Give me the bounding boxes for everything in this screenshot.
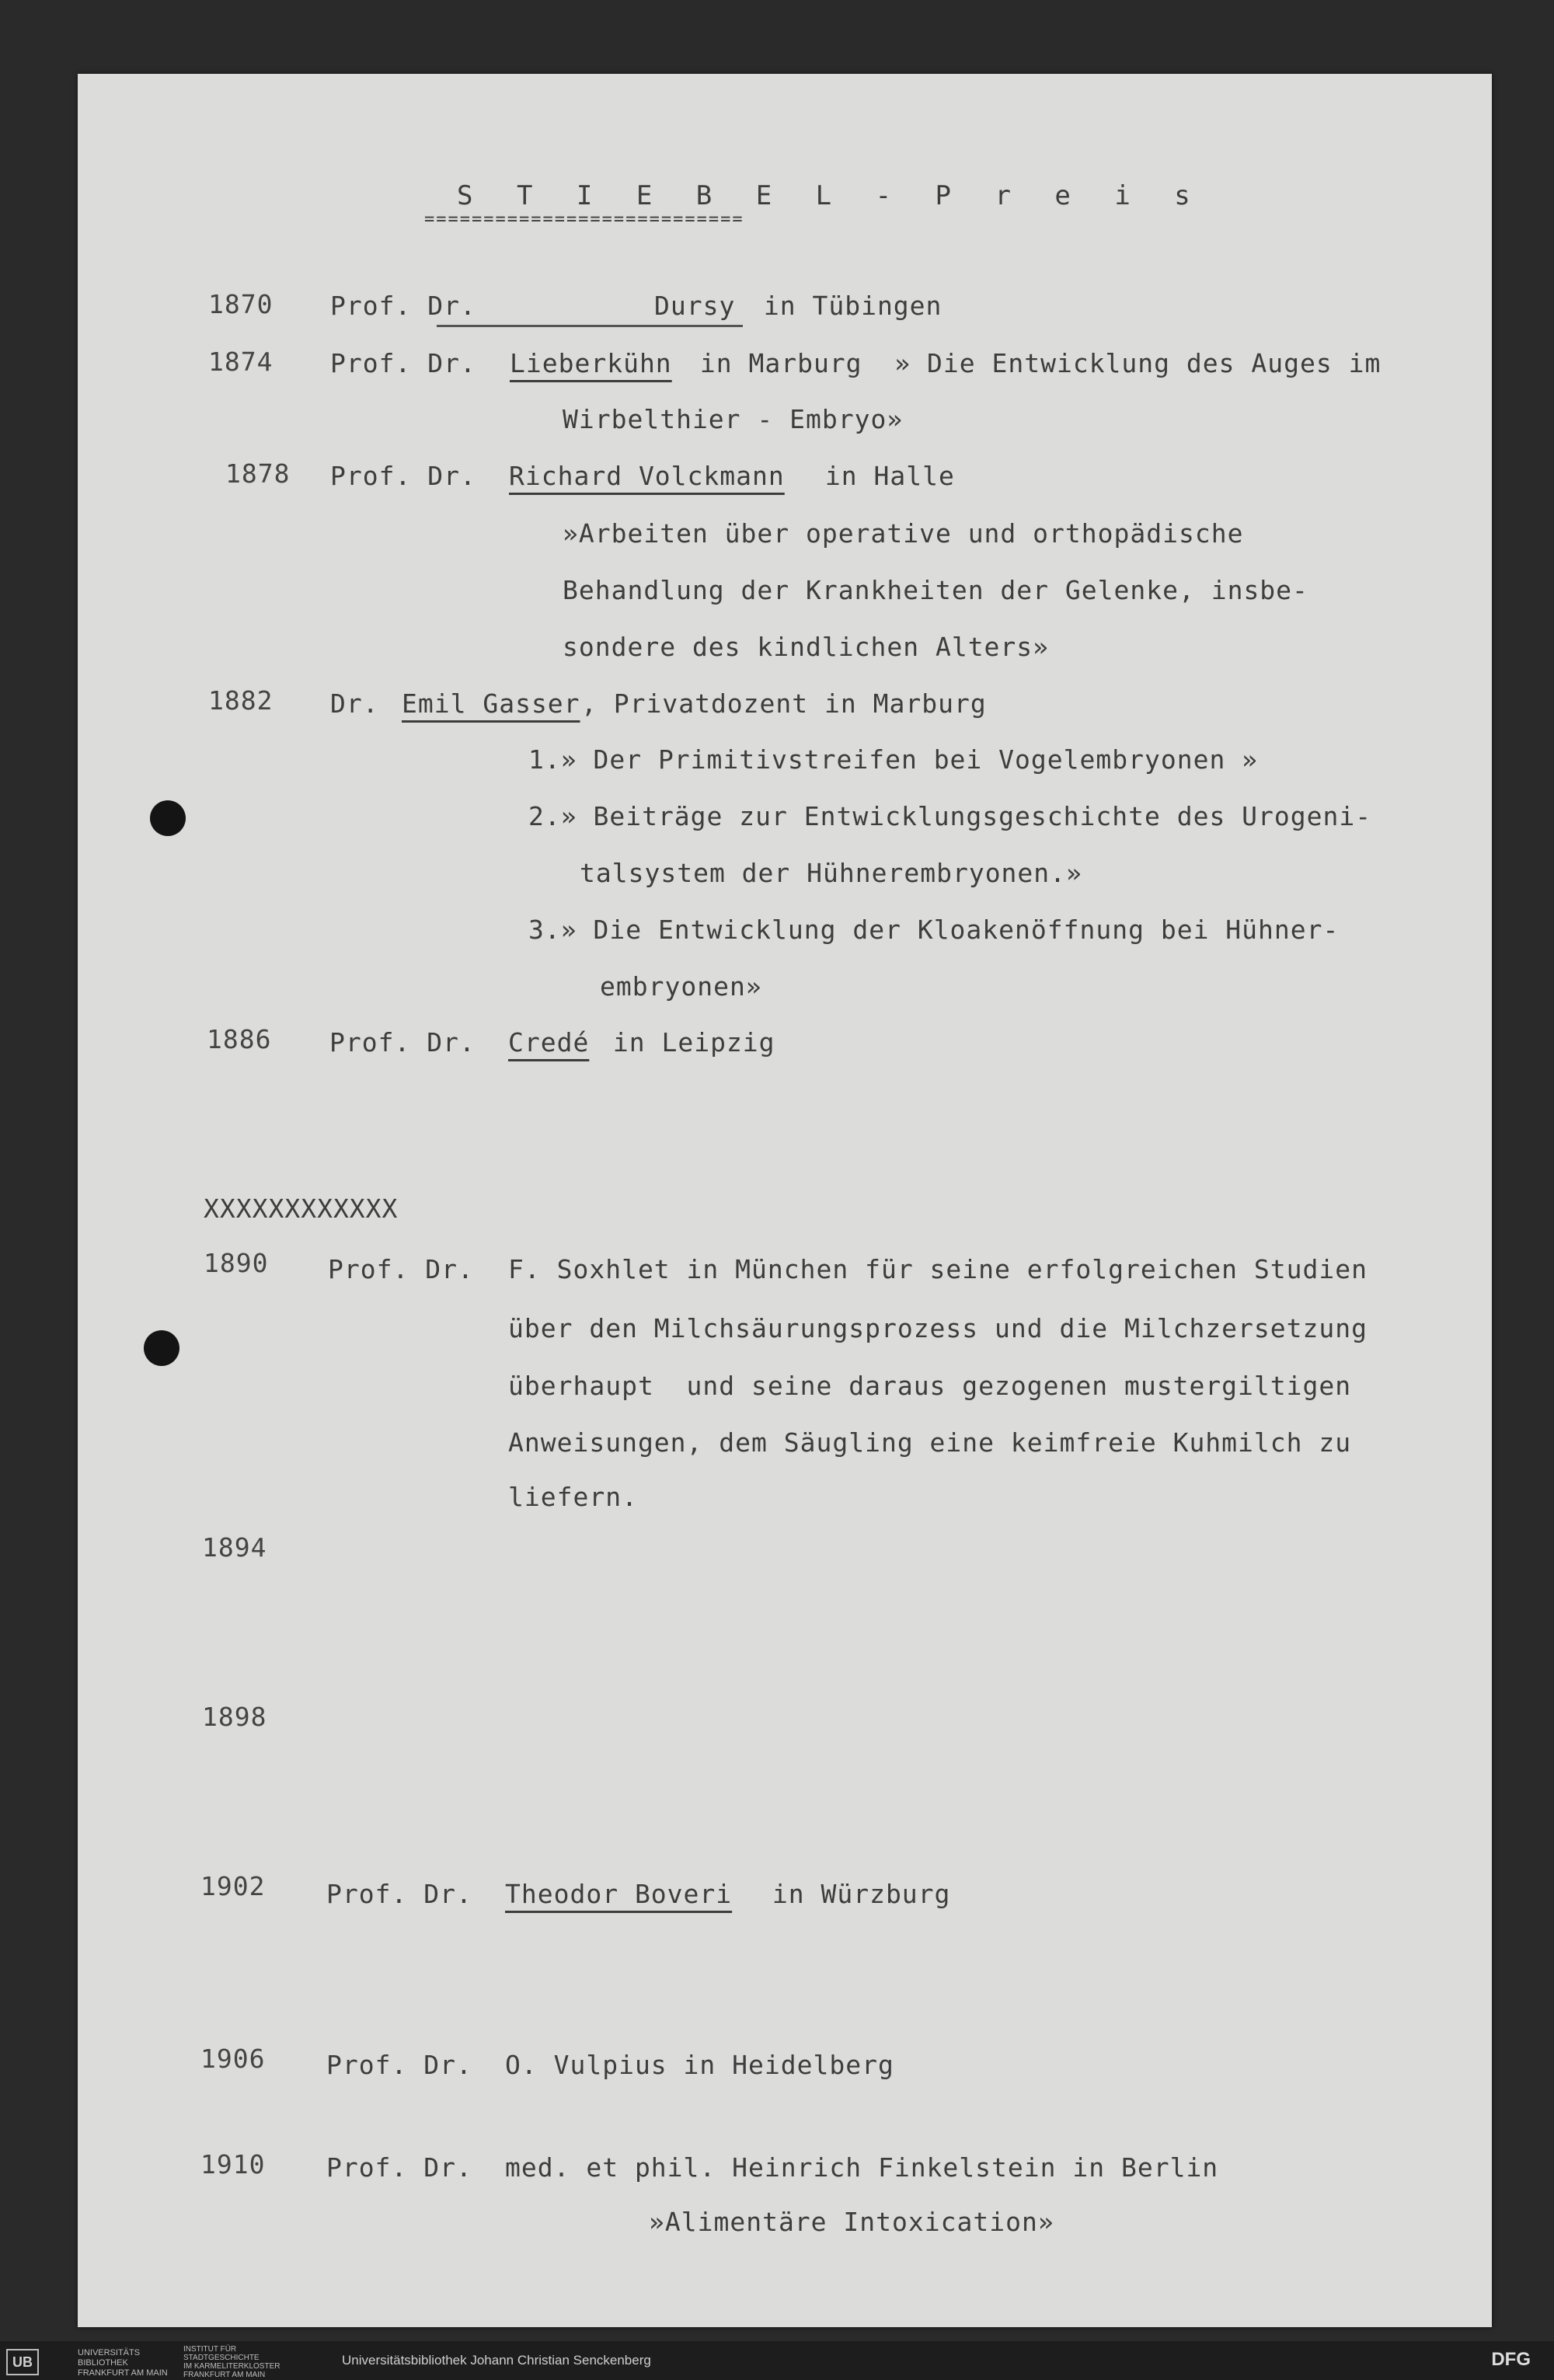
entry-text: in Leipzig (597, 1027, 775, 1058)
underline (437, 325, 743, 327)
entry-prefix: Dr. (330, 688, 379, 719)
entry-text: in Würzburg (756, 1879, 951, 1909)
institute-logo-text: INSTITUT FÜR STADTGESCHICHTE IM KARMELITERKLOSTER FRANKFURT AM MAIN (183, 2345, 280, 2379)
year-label: 1906 (200, 2044, 266, 2074)
year-label: 1886 (207, 1024, 272, 1054)
citation-line: liefern. (508, 1482, 638, 1512)
entry-text: in Halle (809, 461, 955, 491)
entry-text: in Marburg » Die Entwicklung des Auges im (684, 348, 1382, 378)
entry-prefix: Prof. Dr. (328, 1254, 474, 1284)
dfg-logo: DFG (1491, 2349, 1531, 2370)
laureate-name: Lieberkühn (510, 348, 672, 378)
entry-text: , Privatdozent in Marburg (581, 688, 987, 719)
entry-prefix: Prof. Dr. (326, 2152, 472, 2183)
work-item: embryonen» (600, 971, 762, 1002)
laureate-name: Emil Gasser (402, 688, 580, 719)
entry-text: F. Soxhlet in München für seine erfolgreichen Studien (508, 1254, 1368, 1284)
punch-hole (144, 1330, 179, 1366)
work-title-line: »Alimentäre Intoxication» (649, 2207, 1054, 2237)
work-item: 3.» Die Entwicklung der Kloakenöffnung bei Hühner- (528, 915, 1340, 945)
entry-text: O. Vulpius in Heidelberg (505, 2050, 894, 2080)
year-label: 1874 (208, 347, 274, 377)
work-title-line: sondere des kindlichen Alters» (563, 632, 1050, 662)
entry-prefix: Prof. Dr. (330, 291, 476, 321)
year-label: 1882 (208, 685, 274, 716)
laureate-name: Credé (508, 1027, 590, 1058)
laureate-name: Richard Volckmann (509, 461, 785, 491)
footer-bar (0, 2341, 1554, 2380)
year-label: 1902 (200, 1871, 266, 1901)
entry-prefix: Prof. Dr. (330, 348, 476, 378)
title-rule: =========================== (424, 210, 744, 229)
document-title: S T I E B E L - P r e i s (457, 180, 1204, 211)
laureate-name: Dursy (654, 291, 736, 321)
year-label: 1870 (208, 289, 274, 319)
crossed-out-text: XXXXXXXXXXXX (204, 1193, 399, 1224)
ub-logo-text: UNIVERSITÄTS BIBLIOTHEK FRANKFURT AM MAIN (78, 2348, 168, 2378)
work-item: talsystem der Hühnerembryonen.» (580, 858, 1082, 888)
laureate-name: Theodor Boveri (505, 1879, 733, 1909)
year-label: 1910 (200, 2149, 266, 2180)
entry-continuation: Wirbelthier - Embryo» (563, 404, 904, 434)
entry-text: med. et phil. Heinrich Finkelstein in Berlin (505, 2152, 1219, 2183)
year-label: 1878 (225, 458, 291, 489)
work-title-line: »Arbeiten über operative und orthopädische (563, 518, 1244, 549)
citation-line: überhaupt und seine daraus gezogenen mustergiltigen (508, 1371, 1352, 1401)
work-item: 1.» Der Primitivstreifen bei Vogelembryonen » (528, 744, 1259, 775)
year-label: 1894 (202, 1532, 267, 1563)
year-label: 1890 (204, 1248, 269, 1278)
punch-hole (150, 800, 186, 836)
work-item: 2.» Beiträge zur Entwicklungsgeschichte des Urogeni- (528, 801, 1372, 831)
entry-prefix: Prof. Dr. (326, 2050, 472, 2080)
year-label: 1898 (202, 1702, 267, 1732)
ub-logo: UB (6, 2349, 39, 2375)
citation-line: über den Milchsäurungsprozess und die Milchzersetzung (508, 1313, 1368, 1343)
entry-prefix: Prof. Dr. (330, 461, 476, 491)
entry-text: in Tübingen (747, 291, 943, 321)
entry-prefix: Prof. Dr. (326, 1879, 472, 1909)
work-title-line: Behandlung der Krankheiten der Gelenke, insbe- (563, 575, 1308, 605)
library-name: Universitätsbibliothek Johann Christian Senckenberg (342, 2353, 651, 2368)
entry-prefix: Prof. Dr. (329, 1027, 476, 1058)
citation-line: Anweisungen, dem Säugling eine keimfreie Kuhmilch zu (508, 1427, 1352, 1458)
